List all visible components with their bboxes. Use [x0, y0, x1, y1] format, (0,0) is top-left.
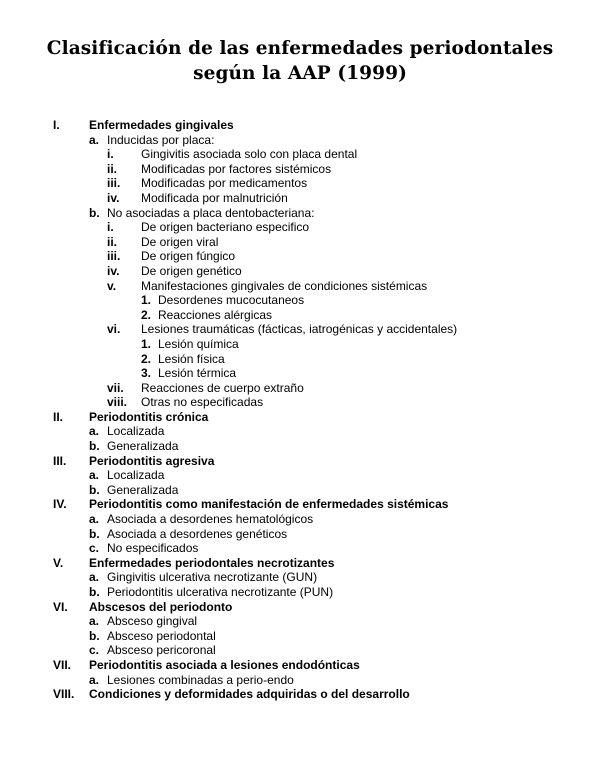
outline-item-level-3	[0, 395, 600, 410]
outline-item-text: De origen bacteriano especifico	[141, 220, 310, 235]
outline-item-text: Desordenes mucocutaneos	[158, 293, 305, 308]
outline-item-text: Gingivitis ulcerativa necrotizante (GUN)	[107, 570, 318, 585]
outline-item-marker: iii.	[107, 249, 121, 264]
outline-item-level-2	[0, 570, 600, 585]
outline-item-text: Lesiones traumáticas (fácticas, iatrogénicas y accidentales)	[141, 322, 458, 337]
outline-item-level-3	[0, 220, 600, 235]
outline-item-text: De origen genético	[141, 263, 242, 278]
outline-item-level-1	[0, 497, 600, 512]
outline-item-level-2	[0, 483, 600, 498]
outline-item-text: Gingivitis asociada solo con placa dental	[141, 147, 358, 162]
classification-outline	[0, 118, 600, 702]
outline-item-text: Asociada a desordenes genéticos	[107, 526, 288, 541]
outline-item-text: Reacciones alérgicas	[158, 307, 273, 322]
outline-item-marker: ii.	[107, 161, 118, 176]
outline-item-marker: b.	[89, 482, 100, 497]
outline-item-level-4	[0, 352, 600, 367]
outline-item-text: Absceso pericoronal	[107, 643, 216, 658]
outline-item-text: Periodontitis crónica	[89, 409, 209, 424]
outline-item-marker: II.	[53, 409, 64, 424]
outline-item-text: Periodontitis como manifestación de enfermedades sistémicas	[89, 497, 449, 512]
title-line-2: según la AAP (1999)	[193, 63, 407, 84]
outline-item-text: De origen fúngico	[141, 249, 236, 264]
outline-item-marker: VI.	[53, 599, 68, 614]
outline-item-marker: b.	[89, 526, 100, 541]
outline-item-text: Inducidas por placa:	[107, 132, 215, 147]
outline-item-marker: a.	[89, 424, 100, 439]
outline-item-text: Periodontitis ulcerativa necrotizante (PUN)	[107, 585, 334, 599]
outline-item-marker: 2.	[141, 307, 152, 322]
outline-item-marker: b.	[89, 439, 100, 454]
document-title	[0, 36, 600, 86]
outline-item-marker: v.	[107, 278, 117, 293]
outline-item-marker: a.	[89, 614, 100, 629]
outline-item-marker: vii.	[107, 380, 124, 395]
outline-item-text: Condiciones y deformidades adquiridas o del desarrollo	[89, 687, 410, 702]
outline-item-level-4	[0, 308, 600, 323]
outline-item-text: Lesión térmica	[158, 366, 237, 381]
outline-item-marker: iv.	[107, 190, 120, 205]
outline-item-level-2	[0, 614, 600, 629]
outline-item-level-4	[0, 293, 600, 308]
outline-item-level-2	[0, 439, 600, 454]
outline-item-marker: a.	[89, 570, 100, 585]
outline-item-marker: VIII.	[53, 687, 75, 702]
outline-item-marker: b.	[89, 585, 100, 599]
outline-item-marker: a.	[89, 672, 100, 687]
outline-item-level-1	[0, 600, 600, 615]
outline-item-level-2	[0, 206, 600, 221]
outline-item-level-3	[0, 264, 600, 279]
outline-item-level-4	[0, 366, 600, 381]
outline-item-marker: viii.	[107, 395, 128, 410]
outline-item-marker: i.	[107, 220, 114, 235]
outline-item-level-3	[0, 235, 600, 250]
outline-item-text: Enfermedades gingivales	[89, 118, 234, 132]
outline-item-marker: a.	[89, 468, 100, 483]
outline-item-marker: i.	[107, 147, 114, 162]
outline-item-marker: 2.	[141, 351, 152, 366]
outline-item-marker: a.	[89, 132, 100, 147]
outline-item-marker: c.	[89, 643, 100, 658]
title-line-1: Clasificación de las enfermedades periodontales	[46, 38, 554, 59]
outline-item-level-2	[0, 468, 600, 483]
outline-item-text: Modificada por malnutrición	[141, 190, 288, 205]
outline-item-marker: I.	[53, 118, 60, 132]
outline-item-level-3	[0, 176, 600, 191]
outline-item-text: Modificadas por medicamentos	[141, 176, 308, 191]
outline-item-marker: 3.	[141, 366, 152, 381]
outline-item-text: Periodontitis asociada a lesiones endodónticas	[89, 657, 360, 672]
outline-item-level-2	[0, 424, 600, 439]
outline-item-text: Lesión química	[158, 336, 239, 351]
outline-item-level-1	[0, 556, 600, 571]
outline-item-marker: IV.	[53, 497, 67, 512]
outline-item-level-3	[0, 279, 600, 294]
outline-item-text: Generalizada	[107, 439, 179, 454]
outline-item-level-1	[0, 118, 600, 133]
outline-item-marker: a.	[89, 512, 100, 527]
outline-item-level-3	[0, 381, 600, 396]
outline-item-level-1	[0, 687, 600, 702]
outline-item-level-2	[0, 133, 600, 148]
outline-item-marker: V.	[53, 555, 64, 570]
outline-item-marker: 1.	[141, 336, 152, 351]
outline-item-level-2	[0, 643, 600, 658]
outline-item-marker: iv.	[107, 263, 120, 278]
outline-item-marker: vi.	[107, 322, 121, 337]
outline-item-marker: 1.	[141, 293, 152, 308]
outline-item-text: Localizada	[107, 468, 165, 483]
outline-item-level-2	[0, 512, 600, 527]
outline-item-marker: VII.	[53, 657, 72, 672]
outline-item-text: Lesión física	[158, 351, 225, 366]
outline-item-text: Lesiones combinadas a perio-endo	[107, 672, 294, 687]
outline-item-level-3	[0, 191, 600, 206]
outline-item-level-1	[0, 454, 600, 469]
outline-item-level-3	[0, 147, 600, 162]
outline-item-marker: c.	[89, 541, 100, 556]
outline-item-level-1	[0, 410, 600, 425]
outline-item-level-4	[0, 337, 600, 352]
outline-item-text: Enfermedades periodontales necrotizantes	[89, 555, 335, 570]
outline-item-marker: b.	[89, 628, 100, 643]
outline-item-level-2	[0, 527, 600, 542]
outline-item-text: De origen viral	[141, 234, 219, 249]
outline-item-text: Localizada	[107, 424, 165, 439]
outline-item-level-2	[0, 585, 600, 600]
outline-item-level-2	[0, 541, 600, 556]
outline-item-level-3	[0, 162, 600, 177]
outline-item-marker: b.	[89, 205, 100, 220]
outline-item-text: No asociadas a placa dentobacteriana:	[107, 205, 315, 220]
outline-item-text: Asociada a desordenes hematológicos	[107, 512, 314, 527]
outline-item-level-2	[0, 673, 600, 688]
outline-item-marker: ii.	[107, 234, 118, 249]
outline-item-text: Modificadas por factores sistémicos	[141, 161, 332, 176]
outline-item-level-3	[0, 322, 600, 337]
outline-item-level-2	[0, 629, 600, 644]
outline-item-level-1	[0, 658, 600, 673]
outline-item-text: No especificados	[107, 541, 199, 556]
outline-item-marker: III.	[53, 453, 67, 468]
outline-item-marker: iii.	[107, 176, 121, 191]
outline-item-text: Generalizada	[107, 482, 179, 497]
outline-item-text: Reacciones de cuerpo extraño	[141, 380, 304, 395]
outline-item-text: Otras no especificadas	[141, 395, 264, 410]
outline-item-text: Absceso periodontal	[107, 628, 216, 643]
outline-item-text: Abscesos del periodonto	[89, 599, 233, 614]
outline-item-text: Absceso gingival	[107, 614, 198, 629]
outline-item-text: Manifestaciones gingivales de condiciones sistémicas	[141, 278, 428, 293]
outline-item-text: Periodontitis agresiva	[89, 453, 215, 468]
outline-item-level-3	[0, 249, 600, 264]
